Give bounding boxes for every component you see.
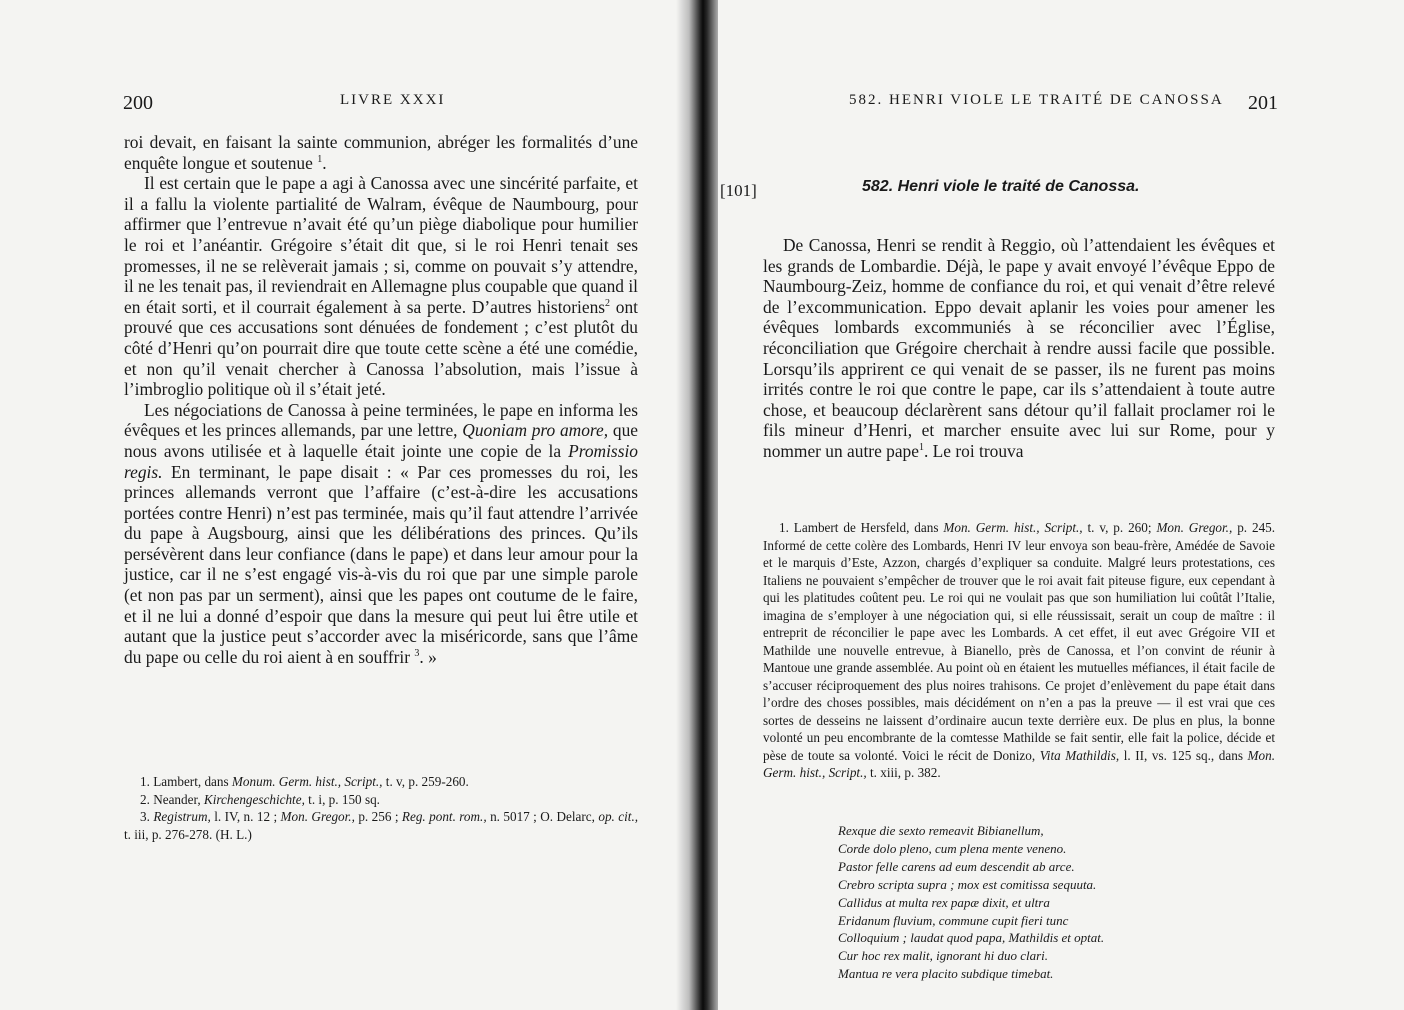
left-page-number-header: [123, 92, 153, 115]
verse-line: Pastor felle carens ad eum descendit ab arce.: [838, 858, 1075, 874]
right-body-text: [763, 235, 1275, 462]
verse-line: Crebro scripta supra ; mox est comitissa sequuta.: [838, 876, 1097, 892]
right-page-number: 201: [1248, 92, 1278, 114]
verse-line: Rexque die sexto remeavit Bibianellum,: [838, 823, 1044, 838]
verse-line: Corde dolo pleno, cum plena mente veneno.: [838, 840, 1067, 856]
margin-note: [101]: [720, 181, 757, 200]
right-footnote-1: 1. Lambert de Hersfeld, dans Mon. Germ. hist., Script., t. v, p. 260; Mon. Gregor., p. 245. Informé de cette colère des Lombards, Henri IV leur envoya son beau-frère, Amédée de Savoie et le marquis d’Este, Azzon, chargés d’expliquer sa conduite. Malgré leurs protestations, ces Italiens ne pouvaient s’empêcher de trouver que le roi avait fait piteuse figure, eux cependant à qui les platitudes coûtent peu. Le roi qui ne voulait pas que son humiliation lui coûtât l’Italie, imagina de s’employer à une négociation qui, si elle réussissait, serait un coup de maître : il entreprit de réconcilier le pape avec les Lombards. A cet effet, il eut avec Grégoire VII et Mathilde une nouvelle entrevue, à Bianello, près de Canossa, et l’on convint de réunir à Mantoue une grande assemblée. Au point où en étaient les mutuelles méfiances, il était facile de s’accuser réciproquement des plus noires trahisons. Ce projet d’enlèvement du pape était dans l’ordre des choses possibles, mais décidément on n’en a pas la preuve — il est vrai que ces sortes de desseins ne laissent d’ordinaire aucun texte derrière eux. De plus en plus, la bonne volonté un peu encombrante de la comtesse Mathilde se fait sentir, elle fait la police, décide et pèse de toute sa volonté. Voici le récit de Donizo, Vita Mathildis, l. II, vs. 125 sq., dans Mon. Germ. hist., Script., t. xiii, p. 382.: [763, 520, 1276, 780]
right-page-number-header: [1248, 92, 1278, 115]
left-page-number: 200: [123, 92, 153, 114]
verse-line: Colloquium ; laudat quod papa, Mathildis et optat.: [838, 930, 1105, 946]
verse-line: Cur hoc rex malit, ignorant hi duo clari.: [838, 948, 1049, 964]
left-footnotes: [124, 773, 638, 843]
left-running-head: LIVRE XXXI: [340, 92, 446, 108]
left-paragraph-3: Les négociations de Canossa à peine terminées, le pape en informa les évêques et les princes allemands, par une lettre, Quoniam pro amore, que nous avons utilisée et à laquelle était jointe une copie de la Promissio regis. En terminant, le pape disait : « Par ces promesses du roi, les princes allemands verront que l’affaire (c’est-à-dire les accusations portées contre Henri) n’est pas terminée, mais qu’il faut attendre l’arrivée du pape à Augsbourg, ainsi que les délibérations des princes. Qu’ils persévèrent dans leur confiance (dans le pape) et dans leur amour pour la justice, car il ne s’est engagé vis-à-vis du roi que par une simple parole (et non pas par un serment), ainsi que les papes ont coutume de le faire, et il ne lui a donné d’espoir que dans la mesure qui peut lui être utile et autant que la justice peut s’accorder avec la miséricorde, sans que l’âme du pape ou celle du roi aient à en souffrir $^3$. »: [124, 399, 638, 667]
verse-line: Callidus at multa rex papæ dixit, et ultra: [838, 894, 1050, 910]
left-footnote-1: 1. Lambert, dans Monum. Germ. hist., Script., t. v, p. 259-260.: [140, 774, 469, 789]
left-page: [0, 0, 686, 1010]
left-body-text: [124, 132, 638, 667]
right-footnote: [763, 519, 1275, 782]
left-paragraph-1: roi devait, en faisant la sainte communion, abréger les formalités d’une enquête longue et soutenue $^1$.: [124, 132, 638, 173]
left-footnote-2: 2. Neander, Kirchengeschichte, t. i, p. 150 sq.: [140, 791, 380, 807]
left-paragraph-2: Il est certain que le pape a agi à Canossa avec une sincérité parfaite, et il a fallu la violente partialité de Walram, évêque de Naumbourg, pour affirmer que l’entrevue n’avait été qu’un piège diabolique pour humilier le roi et l’anéantir. Grégoire s’était dit que, si le roi Henri tenait ses promesses, il ne se relèverait jamais ; si, comme on pouvait s’y attendre, il ne les tenait pas, il reviendrait en Allemagne plus coupable que quand il en était sorti, et il courrait également à sa perte. D’autres historiens$^2$ ont prouvé que ces accusations sont dénuées de fondement ; c’est plutôt du côté d’Henri qu’on pourrait dire que toute cette scène a été une comédie, et non qu’il venait chercher à Canossa l’absolution, mais l’issue à l’imbroglio politique où il s’était jeté.: [124, 173, 638, 400]
verse-line: Mantua re vera placito subdique timebat.: [838, 966, 1054, 982]
latin-verse: [838, 822, 1104, 983]
left-footnote-3: 3. Registrum, l. IV, n. 12 ; Mon. Gregor., p. 256 ; Reg. pont. rom., n. 5017 ; O. Delarc, op. cit., t. iii, p. 276-278. (H. L.): [124, 809, 639, 842]
right-running-head: 582. HENRI VIOLE LE TRAITÉ DE CANOSSA: [849, 92, 1224, 108]
section-heading: 582. Henri viole le traité de Canossa.: [862, 178, 1140, 195]
right-paragraph-1: De Canossa, Henri se rendit à Reggio, où l’attendaient les évêques et les grands de Lombardie. Déjà, le pape y avait envoyé l’évêque Eppo de Naumbourg-Zeiz, homme de confiance du roi, et qui venait d’être relevé de l’excommunication. Eppo devait aplanir les voies pour amener les évêques lombards excommuniés à se réconcilier avec l’Église, réconciliation que Grégoire cherchait à rendre aussi facile que possible. Lorsqu’ils apprirent ce qui venait de se passer, ils ne furent pas moins irrités contre le roi que contre le pape, car ils s’attendaient à toute autre chose, et beaucoup déclarèrent sans détour qu’il fallait proclamer roi le fils mineur d’Henri, et marcher ensuite avec lui sur Rome, pour y nommer un autre pape$^1$. Le roi trouva: [763, 235, 1275, 461]
verse-line: Eridanum fluvium, commune cupit fieri tunc: [838, 912, 1069, 928]
